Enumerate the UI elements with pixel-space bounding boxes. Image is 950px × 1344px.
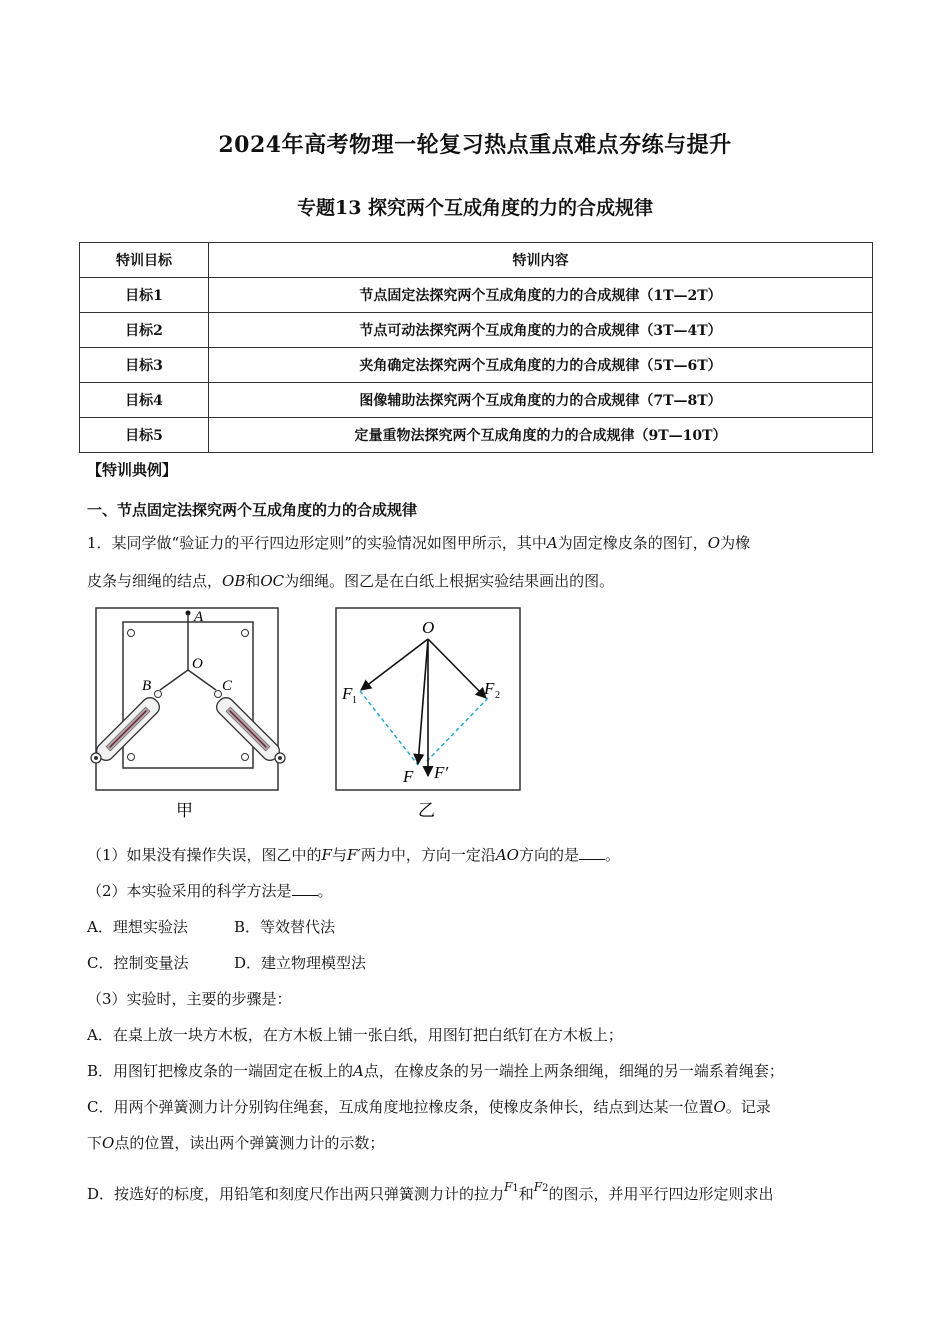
section-heading: 一、节点固定法探究两个互成角度的力的合成规律: [87, 501, 418, 519]
table-cell-goal: 目标5: [80, 418, 209, 453]
force-label-f2: F: [484, 679, 495, 698]
force-label-f2-sub: 2: [495, 690, 500, 701]
point-label-o: O: [422, 618, 435, 637]
subquestion-3: （3）实验时，主要的步骤是：: [87, 990, 292, 1008]
option-a[interactable]: A．理想实验法: [87, 918, 188, 936]
step-c-continued: 下O点的位置，读出两个弹簧测力计的示数；: [87, 1134, 385, 1152]
table-cell-goal: 目标2: [80, 313, 209, 348]
subquestion-1: （1）如果没有操作失误，图乙中的F与F′两力中，方向一定沿AO方向的是 。: [87, 846, 620, 864]
question-stem-line2: 皮条与细绳的结点，OB和OC为细绳。图乙是在白纸上根据实验结果画出的图。: [87, 572, 615, 590]
table-cell-content: 图像辅助法探究两个互成角度的力的合成规律（7T—8T）: [209, 383, 873, 418]
point-label-a: A: [194, 609, 204, 625]
subquestion-2: （2）本实验采用的科学方法是 。: [87, 882, 333, 900]
step-a: A．在桌上放一块方木板，在方木板上铺一张白纸，用图钉把白纸钉在方木板上；: [87, 1026, 623, 1044]
force-label-f1: F: [342, 684, 353, 703]
section-label: 【特训典例】: [87, 461, 178, 479]
page-title: 2024年高考物理一轮复习热点重点难点夯练与提升: [218, 132, 732, 158]
point-label-b: B: [142, 678, 152, 694]
table-cell-goal: 目标4: [80, 383, 209, 418]
table-row: [80, 313, 873, 348]
table-row: [80, 383, 873, 418]
table-cell-goal: 目标1: [80, 278, 209, 313]
table-row: [80, 418, 873, 453]
table-header-content: 特训内容: [209, 243, 873, 278]
table-cell-content: 节点固定法探究两个互成角度的力的合成规律（1T—2T）: [209, 278, 873, 313]
option-b[interactable]: B．等效替代法: [234, 918, 336, 936]
table-cell-goal: 目标3: [80, 348, 209, 383]
answer-blank[interactable]: [292, 883, 318, 896]
page-subtitle: 专题13 探究两个互成角度的力的合成规律: [296, 197, 654, 219]
option-c[interactable]: C．控制变量法: [87, 954, 189, 972]
question-stem-line1: 1．某同学做“验证力的平行四边形定则”的实验情况如图甲所示，其中A为固定橡皮条的图钉，O为橡: [87, 534, 751, 552]
experiment-diagram-jia: [88, 602, 298, 824]
table-row: [80, 348, 873, 383]
training-goals-table: [79, 242, 873, 453]
table-cell-content: 节点可动法探究两个互成角度的力的合成规律（3T—4T）: [209, 313, 873, 348]
force-label-f: F: [403, 767, 414, 786]
force-label-f-prime: F′: [434, 763, 449, 782]
point-label-o: O: [192, 656, 203, 672]
force-diagram-yi: [330, 602, 530, 824]
step-b: B．用图钉把橡皮条的一端固定在板上的A点，在橡皮条的另一端拴上两条细绳，细绳的另一端系着绳套；: [87, 1062, 784, 1080]
step-c: C．用两个弹簧测力计分别钩住绳套，互成角度地拉橡皮条，使橡皮条伸长，结点到达某一位置O。记录: [87, 1098, 771, 1116]
point-label-c: C: [222, 678, 233, 694]
figure-label-yi: 乙: [418, 801, 435, 821]
table-cell-content: 定量重物法探究两个互成角度的力的合成规律（9T—10T）: [209, 418, 873, 453]
force-label-f1-sub: 1: [352, 695, 357, 706]
table-header-goal: 特训目标: [80, 243, 209, 278]
table-cell-content: 夹角确定法探究两个互成角度的力的合成规律（5T—6T）: [209, 348, 873, 383]
table-row: [80, 278, 873, 313]
answer-blank[interactable]: [579, 847, 605, 860]
option-d[interactable]: D．建立物理模型法: [234, 954, 367, 972]
figure-label-jia: 甲: [176, 801, 193, 821]
table-header-row: [80, 243, 873, 278]
step-d: D．按选好的标度，用铅笔和刻度尺作出两只弹簧测力计的拉力F1和F2的图示，并用平行四边形定则求出: [87, 1180, 774, 1203]
